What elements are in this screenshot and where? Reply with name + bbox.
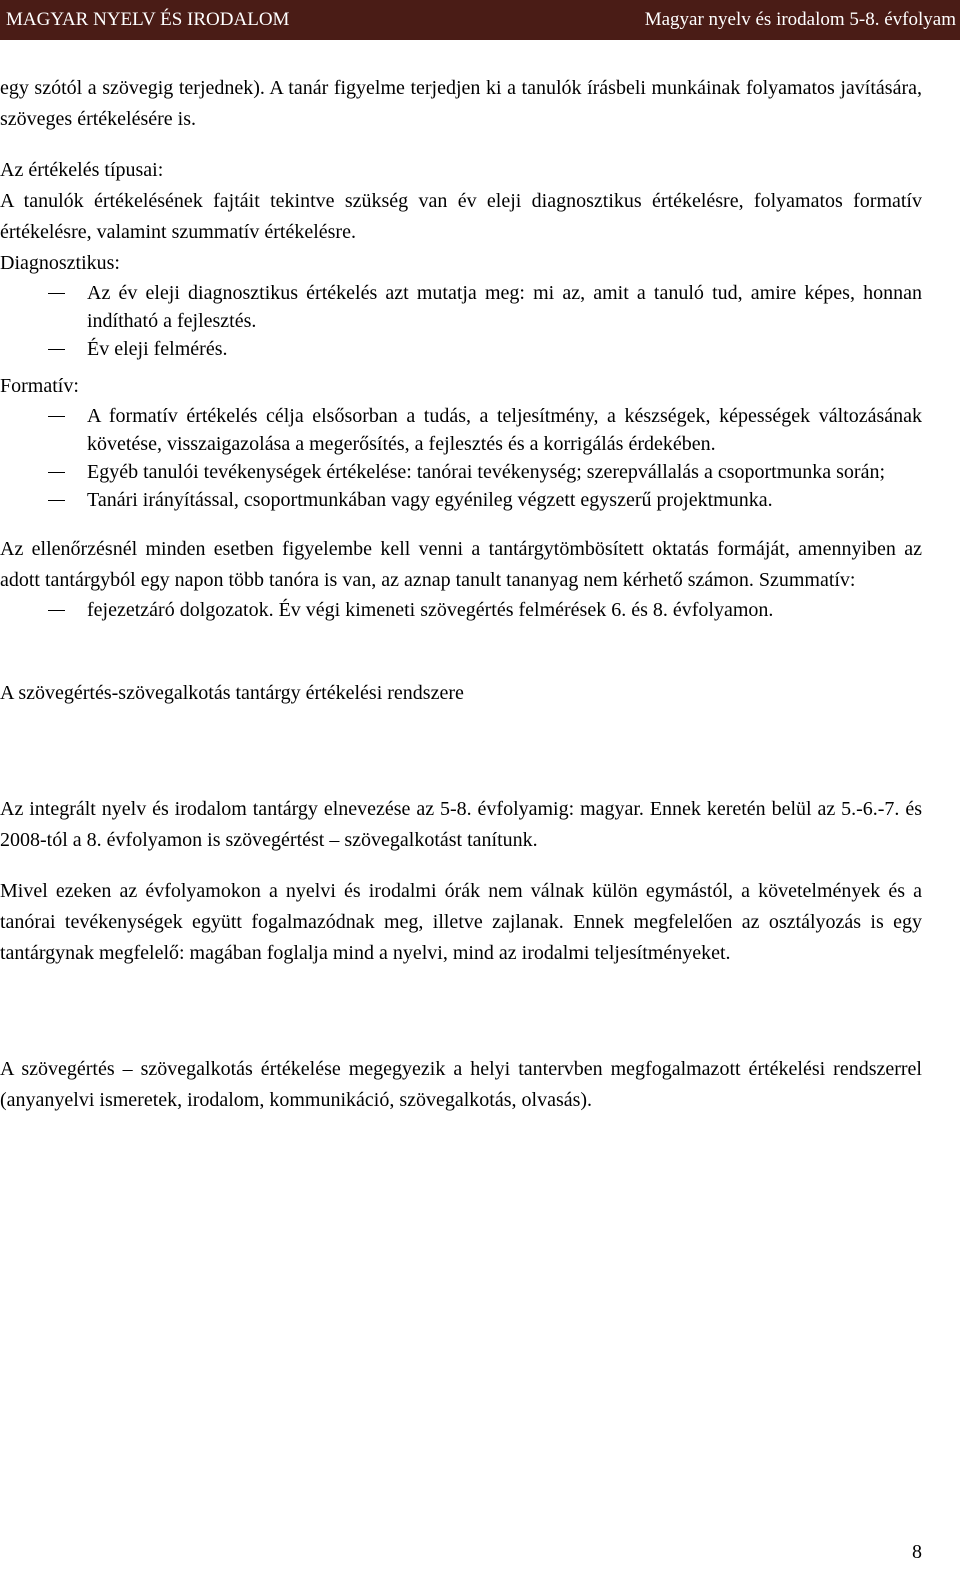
types-heading: Az értékelés típusai: (0, 159, 164, 181)
control-paragraph: Az ellenőrzésnél minden esetben figyelembe kell venni a tantárgytömbösített oktatás formáját, amennyiben az adott tantárgyból egy napon több tanóra is van, az aznap tanult tananyag nem kérhető számon. Szummatív: (0, 538, 922, 591)
header-subject: MAGYAR NYELV ÉS IRODALOM (6, 9, 290, 30)
header-grade-range: Magyar nyelv és irodalom 5-8. évfolyam (644, 9, 956, 30)
page-number: 8 (912, 1541, 922, 1563)
paragraph-evaluation: A szövegértés – szövegalkotás értékelése megegyezik a helyi tantervben megfogalmazott értékelési rendszerrel (anyanyelvi ismeretek, irodalom, kommunikáció, szövegalkotás, olvasás). (0, 1058, 922, 1111)
section-title: A szövegértés-szövegalkotás tantárgy értékelési rendszere (0, 682, 464, 704)
page-header (0, 0, 960, 40)
paragraph-integrated-subject: Az integrált nyelv és irodalom tantárgy elnevezése az 5-8. évfolyamig: magyar. Ennek keretén belül az 5.-6.-7. és 2008-tól a 8. évfolyamon is szövegértést – szövegalkotást tanítunk. (0, 798, 922, 851)
types-paragraph: A tanulók értékelésének fajtáit tekintve szükség van év eleji diagnosztikus értékelésre, folyamatos formatív értékelésre, valamint szummatív értékelésre. (0, 190, 922, 243)
list-item: Év eleji felmérés. (0, 335, 922, 363)
list-item: fejezetzáró dolgozatok. Év végi kimeneti szövegértés felmérések 6. és 8. évfolyamon. (0, 596, 922, 624)
formative-heading: Formatív: (0, 375, 79, 397)
diagnostic-list (0, 279, 922, 363)
list-item: Egyéb tanulói tevékenységek értékelése: tanórai tevékenység; szerepvállalás a csoportmunka során; (0, 458, 922, 486)
document-body (0, 73, 922, 1116)
intro-paragraph: egy szótól a szövegig terjednek). A tanár figyelme terjedjen ki a tanulók írásbeli munkáinak folyamatos javítására, szöveges értékelésére is. (0, 77, 922, 130)
list-item: Tanári irányítással, csoportmunkában vagy egyénileg végzett egyszerű projektmunka. (0, 486, 922, 514)
summative-list (0, 596, 922, 624)
diagnostic-heading: Diagnosztikus: (0, 252, 120, 274)
paragraph-requirements: Mivel ezeken az évfolyamokon a nyelvi és irodalmi órák nem válnak külön egymástól, a követelmények és a tanórai tevékenységek együtt fogalmazódnak meg, illetve zajlanak. Ennek megfelelően az osztályozás is egy tantárgynak megfelelő: magában foglalja mind a nyelvi, mind az irodalmi teljesítményeket. (0, 880, 922, 964)
formative-list (0, 402, 922, 514)
list-item: Az év eleji diagnosztikus értékelés azt mutatja meg: mi az, amit a tanuló tud, amire képes, honnan indítható a fejlesztés. (0, 279, 922, 335)
list-item: A formatív értékelés célja elsősorban a tudás, a teljesítmény, a készségek, képességek változásának követése, visszaigazolása a megerősítés, a fejlesztés és a korrigálás érdekében. (0, 402, 922, 458)
